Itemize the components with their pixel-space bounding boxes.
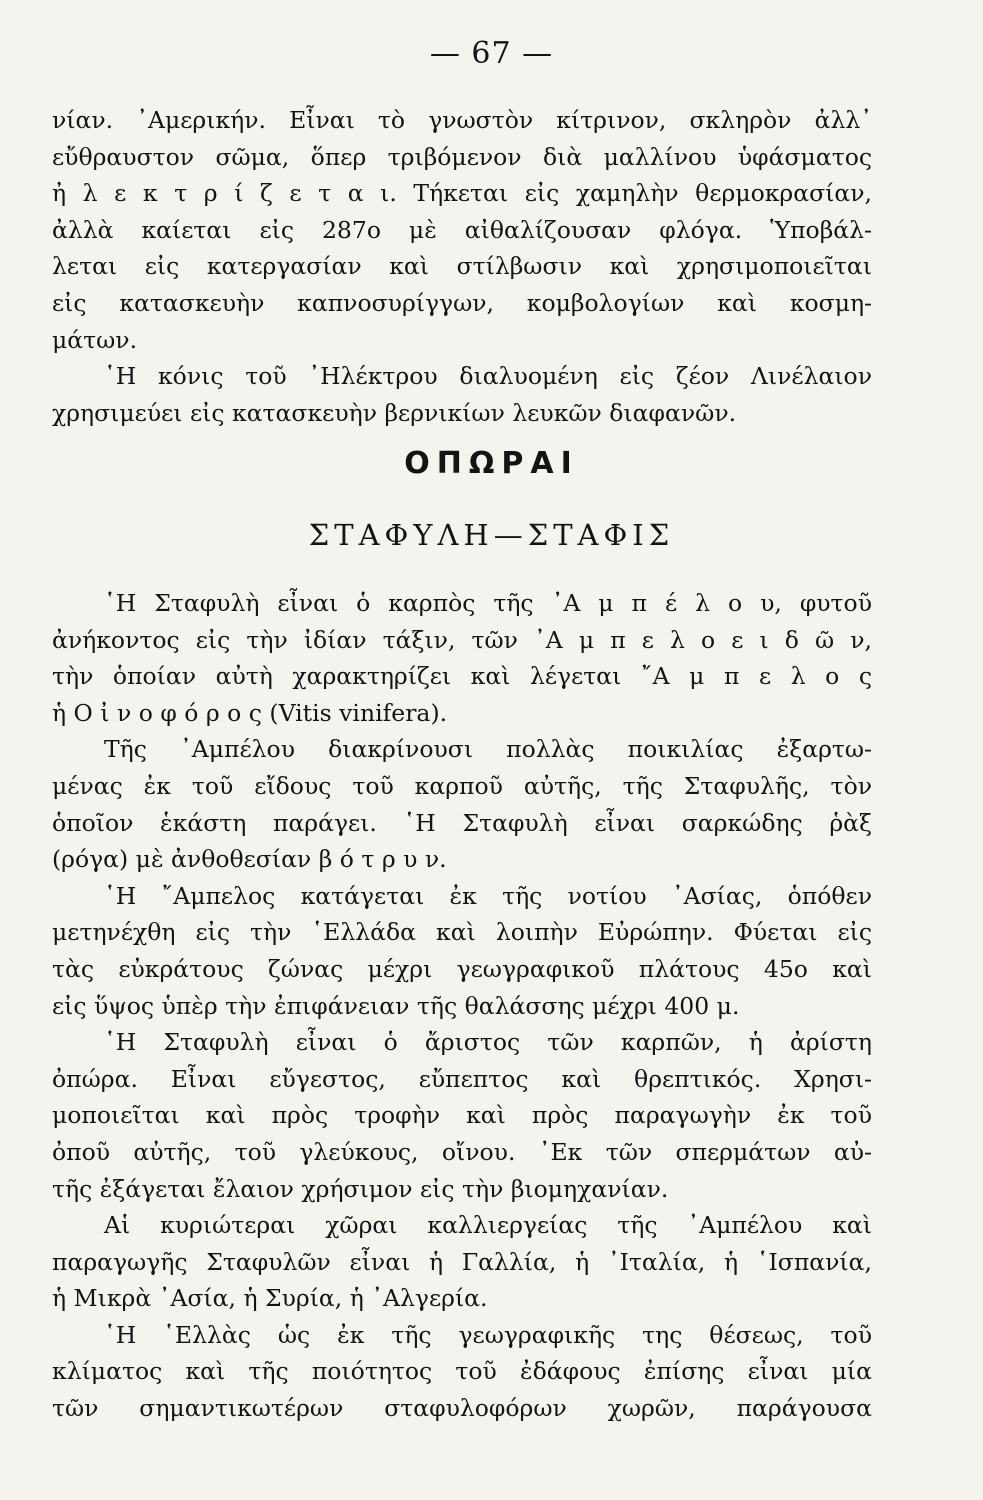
text-block-grapes [52,585,872,1427]
section-heading: ΟΠΩΡΑΙ [404,446,579,481]
text-line: νίαν. ᾿Αμερικήν. Εἶναι τὸ γνωστὸν κίτρινον, σκληρὸν ἀλλ᾿ [52,106,872,134]
text-line: Τῆς ᾿Αμπέλου διακρίνουσι πολλὰς ποικιλίας ἐξαρτω- [104,735,872,764]
text-line: ῾Η ῎Αμπελος κατάγεται ἐκ τῆς νοτίου ᾿Ασίας, ὁπόθεν [104,881,872,910]
text-line: τὰς εὐκράτους ζώνας μέχρι γεωγραφικοῦ πλάτους 45ο καὶ [52,954,872,983]
text-line: κλίματος καὶ τῆς ποιότητος τοῦ ἐδάφους ἐπίσης εἶναι μία [52,1357,872,1386]
text-line: ἀλλὰ καίεται εἰς 287ο μὲ αἰθαλίζουσαν φλόγα. Ὑποβάλ- [52,215,872,244]
text-line: τῶν σημαντικωτέρων σταφυλοφόρων χωρῶν, παράγουσα [52,1394,872,1423]
text-line: ῾Η Σταφυλὴ εἶναι ὁ ἄριστος τῶν καρπῶν, ἡ ἀρίστη [104,1028,872,1057]
text-line: ἡ Ο ἰ ν ο φ ό ρ ο ς (Vitis vinifera). [52,698,448,727]
page-number: — 67 — [429,36,554,71]
text-line: (ρόγα) μὲ ἀνθοθεσίαν β ό τ ρ υ ν. [52,845,447,874]
text-line: ὀπώρα. Εἶναι εὔγεστος, εὔπεπτος καὶ θρεπτικός. Χρησι- [52,1064,872,1093]
text-line: ἠ λ ε κ τ ρ ί ζ ε τ α ι. Τήκεται εἰς χαμηλὴν θερμοκρασίαν, [52,179,872,208]
section-subheading: ΣΤΑΦΥΛΗ—ΣΤΑΦΙΣ [308,518,675,552]
text-line: ῾Η Σταφυλὴ εἶναι ὁ καρπὸς τῆς ᾿Α μ π έ λ ο υ, φυτοῦ [104,589,872,617]
text-line: μένας ἐκ τοῦ εἴδους τοῦ καρποῦ αὐτῆς, τῆς Σταφυλῆς, τὸν [52,771,872,800]
text-line: ἡ Μικρὰ ᾿Ασία, ἡ Συρία, ἡ ᾿Αλγερία. [52,1284,488,1313]
text-line: εἰς κατασκευὴν καπνοσυρίγγων, κομβολογίων καὶ κοσμη- [52,288,872,317]
text-line: εἰς ὕψος ὑπὲρ τὴν ἐπιφάνειαν τῆς θαλάσσης μέχρι 400 μ. [52,991,740,1020]
text-line: τὴν ὁποίαν αὐτὴ χαρακτηρίζει καὶ λέγεται ῎Α μ π ε λ ο ς [52,662,872,691]
text-block-amber [52,102,872,431]
text-line: ὁποῖον ἑκάστη παράγει. ῾Η Σταφυλὴ εἶναι σαρκώδης ῥὰξ [52,808,872,837]
text-line: τῆς ἐξάγεται ἔλαιον χρήσιμον εἰς τὴν βιομηχανίαν. [52,1174,669,1203]
text-line: χρησιμεύει εἰς κατασκευὴν βερνικίων λευκῶν διαφανῶν. [52,398,737,427]
text-line: μάτων. [52,325,138,354]
text-line: παραγωγῆς Σταφυλῶν εἶναι ἡ Γαλλία, ἡ ᾿Ιταλία, ἡ ῾Ισπανία, [52,1247,872,1276]
text-line: ῾Η κόνις τοῦ ᾿Ηλέκτρου διαλυομένη εἰς ζέον Λινέλαιον [104,362,872,391]
text-line: εὔθραυστον σῶμα, ὅπερ τριβόμενον διὰ μαλλίνου ὑφάσματος [52,142,872,171]
text-line: μετηνέχθη εἰς τὴν ῾Ελλάδα καὶ λοιπὴν Εὐρώπην. Φύεται εἰς [52,918,872,947]
text-line: λεται εἰς κατεργασίαν καὶ στίλβωσιν καὶ χρησιμοποιεῖται [52,252,872,281]
text-line: ὀποῦ αὐτῆς, τοῦ γλεύκους, οἴνου. ᾿Εκ τῶν σπερμάτων αὐ- [52,1137,872,1166]
text-line: μοποιεῖται καὶ πρὸς τροφὴν καὶ πρὸς παραγωγὴν ἐκ τοῦ [52,1101,872,1130]
text-line: Αἱ κυριώτεραι χῶραι καλλιεργείας τῆς ᾿Αμπέλου καὶ [104,1211,872,1240]
text-line: ῾Η ῾Ελλὰς ὡς ἐκ τῆς γεωγραφικῆς της θέσεως, τοῦ [104,1320,872,1349]
text-line: ἀνήκοντος εἰς τὴν ἰδίαν τάξιν, τῶν ᾿Α μ π ε λ ο ε ι δ ῶ ν, [52,625,872,654]
